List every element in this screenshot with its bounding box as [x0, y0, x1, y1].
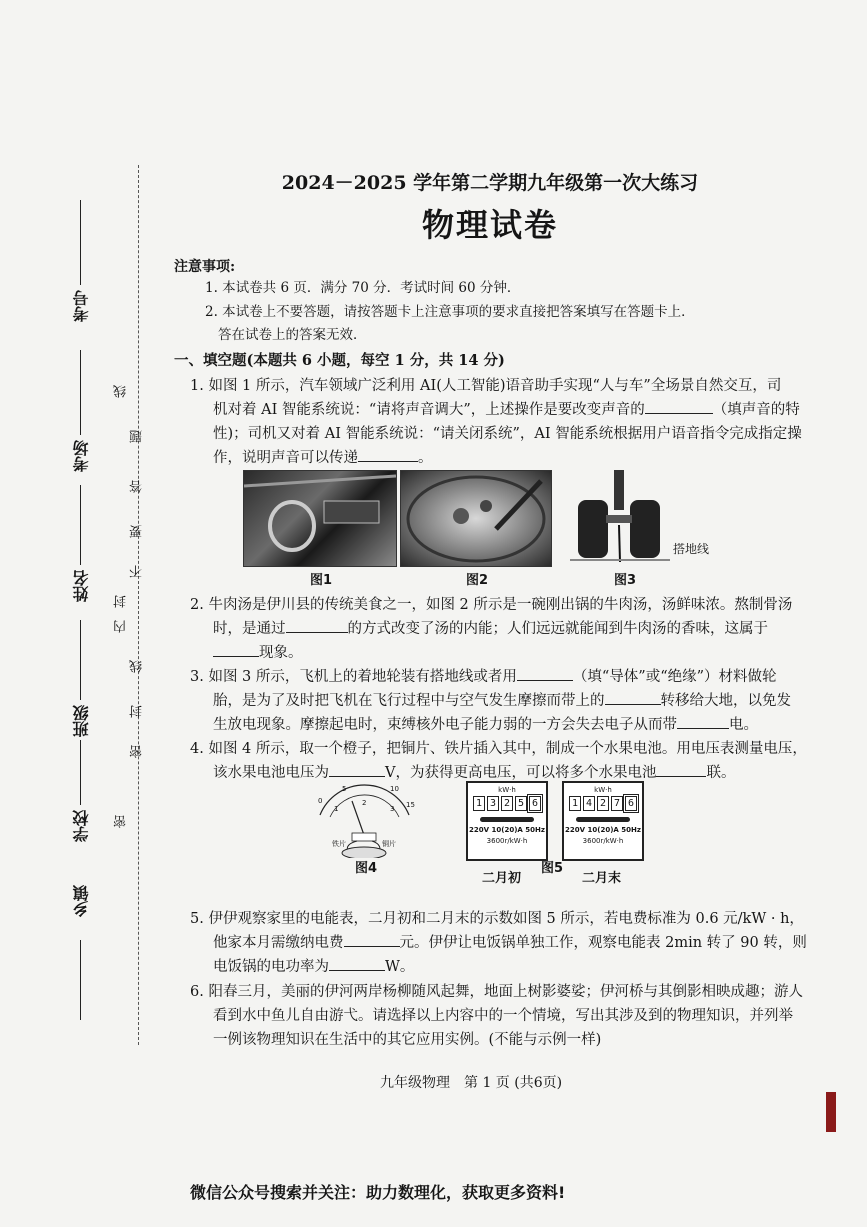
- figure-1-caption: 图1: [310, 573, 333, 588]
- q1-text: 机对着 AI 智能系统说：“请将声音调大”，上述操作是要改变声音的: [213, 402, 645, 418]
- field-school: 学校: [72, 810, 91, 842]
- car-interior-icon: [244, 471, 396, 566]
- binding-dotted-line: [138, 165, 139, 1045]
- scale-label: 1: [334, 805, 339, 813]
- notice-char: 密: [130, 745, 145, 758]
- answer-blank[interactable]: [605, 689, 661, 705]
- q3-text: （填“导体”或“绝缘”）材料做轮: [572, 669, 777, 685]
- answer-blank[interactable]: [329, 955, 385, 971]
- q5-line: 5. 伊伊观察家里的电能表，二月初和二月末的示数如图 5 所示，若电费标准为 0.6 元/kW · h，: [190, 911, 804, 927]
- notes-heading: 注意事项:: [174, 259, 236, 275]
- figure-2-soup-image: [400, 470, 552, 567]
- figure-4-voltmeter-diagram: [312, 783, 417, 858]
- field-exam-room-line: [80, 350, 81, 435]
- q2-text: 时，是通过: [213, 621, 286, 637]
- q3-text: 胎，是为了及时把飞机在飞行过程中与空气发生摩擦而带上的: [213, 693, 605, 709]
- figure-1-car-interior-image: [243, 470, 397, 567]
- voltmeter-icon: [312, 783, 417, 858]
- meter-digit: 3: [487, 796, 499, 811]
- q2-text: 现象。: [259, 645, 303, 661]
- meter-unit: kW·h: [498, 786, 516, 794]
- q1-line: [213, 397, 800, 423]
- answer-blank[interactable]: [656, 761, 706, 777]
- exam-subtitle: 2024－2025 学年第二学期九年级第一次大练习: [281, 172, 699, 194]
- q5-text: 他家本月需缴纳电费: [213, 935, 344, 951]
- answer-blank[interactable]: [329, 761, 385, 777]
- page-footer: 九年级物理 第 1 页 (共6页): [380, 1075, 563, 1091]
- scale-label: 5: [342, 785, 347, 793]
- notes-item: 1. 本试卷共 6 页．满分 70 分．考试时间 60 分钟．: [205, 280, 521, 296]
- figure-3-caption: 图3: [614, 573, 637, 588]
- copper-plate-label: 铜片: [382, 840, 396, 848]
- notice-char: 线: [130, 660, 145, 673]
- q3-text: 转移给大地，以免发: [660, 693, 791, 709]
- q2-line: [213, 640, 303, 666]
- meter-digit: 7: [611, 796, 623, 811]
- answer-blank[interactable]: [286, 617, 348, 633]
- meter-digit: 1: [473, 796, 485, 811]
- q3-text: 3. 如图 3 所示，飞机上的着地轮装有搭地线或者用: [190, 669, 517, 685]
- meter-digit: 6: [625, 796, 637, 811]
- field-exam-room: 考场: [72, 440, 91, 472]
- q1-text: （填声音的特: [712, 402, 800, 418]
- exam-title: 物理试卷: [421, 206, 558, 244]
- answer-blank[interactable]: [358, 446, 418, 462]
- field-name-line: [80, 485, 81, 565]
- notice-char: 封: [130, 705, 145, 718]
- watermark-text: 微信公众号搜索并关注：助力数理化，获取更多资料!: [190, 1183, 566, 1202]
- seal-char: 封: [114, 595, 129, 608]
- field-township-line: [80, 940, 81, 1020]
- q2-text: 的方式改变了汤的内能；人们远远就能闻到牛肉汤的香味，这属于: [347, 621, 768, 637]
- meter-revolutions: 3600r/kW·h: [582, 837, 624, 845]
- figure-3-landing-gear-image: [570, 470, 670, 565]
- meter-unit: kW·h: [594, 786, 612, 794]
- field-exam-number-line: [80, 200, 81, 285]
- meter-digit: 2: [597, 796, 609, 811]
- meter-digit: 6: [529, 796, 541, 811]
- q1-line: [213, 445, 433, 471]
- q1-text: 。: [418, 450, 433, 466]
- q6-line: 看到水中鱼儿自由游弋。请选择以上内容中的一个情境，写出其涉及到的物理知识，并列举: [213, 1008, 793, 1024]
- q4-text: V，为获得更高电压，可以将多个水果电池: [385, 765, 657, 781]
- meter-digits: [564, 796, 642, 811]
- notice-char: 不: [130, 565, 145, 578]
- meter-disc: [480, 817, 534, 822]
- answer-blank[interactable]: [677, 713, 729, 729]
- figure-4-caption: 图4: [355, 861, 378, 876]
- meter-digit: 4: [583, 796, 595, 811]
- iron-plate-label: 铁片: [332, 840, 346, 848]
- notes-item: 2. 本试卷上不要答题，请按答题卡上注意事项的要求直接把答案填写在答题卡上．: [205, 304, 695, 320]
- q1-text: 作，说明声音可以传递: [213, 450, 358, 466]
- landing-gear-icon: [570, 470, 670, 565]
- answer-blank[interactable]: [517, 665, 573, 681]
- field-class: 班级: [72, 705, 91, 737]
- meter-digit: 2: [501, 796, 513, 811]
- q3-text: 生放电现象。摩擦起电时，束缚核外电子能力弱的一方会失去电子从而带: [213, 717, 677, 733]
- q5-line: [213, 930, 807, 956]
- figure-5-caption: 图5: [541, 861, 564, 876]
- q2-line: [213, 616, 768, 642]
- seal-char: 密: [114, 815, 129, 828]
- answer-blank[interactable]: [344, 931, 400, 947]
- q5-text: 电饭锅的电功率为: [213, 959, 329, 975]
- notice-char: 线: [114, 385, 129, 398]
- q3-line: [213, 712, 758, 738]
- notes-item: 答在试卷上的答案无效．: [218, 327, 367, 343]
- field-class-line: [80, 620, 81, 700]
- scale-label: 15: [406, 801, 415, 809]
- meter-revolutions: 3600r/kW·h: [486, 837, 528, 845]
- figure-3-ground-wire-label: 搭地线: [673, 542, 710, 556]
- q1-line: 性)；司机又对着 AI 智能系统说：“请关闭系统”，AI 智能系统根据用户语音指令完成指定操: [213, 426, 802, 442]
- field-exam-number: 考号: [72, 290, 91, 322]
- meter-end-caption: 二月末: [582, 871, 622, 886]
- meter-disc: [576, 817, 630, 822]
- scale-label: 10: [390, 785, 399, 793]
- meter-rating: 220V 10(20)A 50Hz: [469, 826, 545, 834]
- notice-char: 答: [130, 480, 145, 493]
- soup-bowl-icon: [401, 471, 551, 566]
- q3-line: [190, 664, 777, 690]
- q4-text: 联。: [706, 765, 736, 781]
- meter-early-caption: 二月初: [482, 871, 522, 886]
- meter-digit: 5: [515, 796, 527, 811]
- meter-digit: 1: [569, 796, 581, 811]
- field-school-line: [80, 740, 81, 805]
- meter-rating: 220V 10(20)A 50Hz: [565, 826, 641, 834]
- scale-label: 2: [362, 799, 367, 807]
- q6-line: 6. 阳春三月，美丽的伊河两岸杨柳随风起舞，地面上树影婆娑；伊河桥与其倒影相映成趣；游人: [190, 984, 803, 1000]
- figure-2-caption: 图2: [466, 573, 489, 588]
- q5-line: [213, 954, 414, 980]
- q4-text: 该水果电池电压为: [213, 765, 329, 781]
- notice-char: 题: [130, 430, 145, 443]
- q2-line: 2. 牛肉汤是伊川县的传统美食之一，如图 2 所示是一碗刚出锅的牛肉汤，汤鲜味浓。熬制骨汤: [190, 597, 793, 613]
- meter-digits: [468, 796, 546, 811]
- notice-char: 要: [130, 525, 145, 538]
- field-township: 乡镇: [72, 885, 91, 917]
- notice-char: 内: [114, 620, 129, 633]
- q3-text: 电。: [729, 717, 758, 733]
- section-heading: 一、填空题(本题共 6 小题，每空 1 分，共 14 分): [174, 352, 505, 369]
- q5-text: 元。伊伊让电饭锅单独工作，观察电能表 2min 转了 90 转，则: [399, 935, 807, 951]
- meter-early-feb: [466, 781, 548, 861]
- q5-text: W。: [385, 959, 415, 975]
- q3-line: [213, 688, 791, 714]
- meter-end-feb: [562, 781, 644, 861]
- scale-label: 0: [318, 797, 323, 805]
- answer-blank[interactable]: [645, 398, 713, 414]
- q1-line: 1. 如图 1 所示，汽车领域广泛利用 AI(人工智能)语音助手实现“人与车”全场景自然交互，司: [190, 378, 782, 394]
- q6-line: 一例该物理知识在生活中的其它应用实例。(不能与示例一样): [213, 1032, 602, 1048]
- answer-blank[interactable]: [213, 641, 259, 657]
- scale-label: 3: [390, 805, 395, 813]
- edge-mark: [826, 1092, 836, 1132]
- field-name: 姓名: [72, 570, 91, 602]
- q4-line: 4. 如图 4 所示，取一个橙子，把铜片、铁片插入其中，制成一个水果电池。用电压表测量电压，: [190, 741, 807, 757]
